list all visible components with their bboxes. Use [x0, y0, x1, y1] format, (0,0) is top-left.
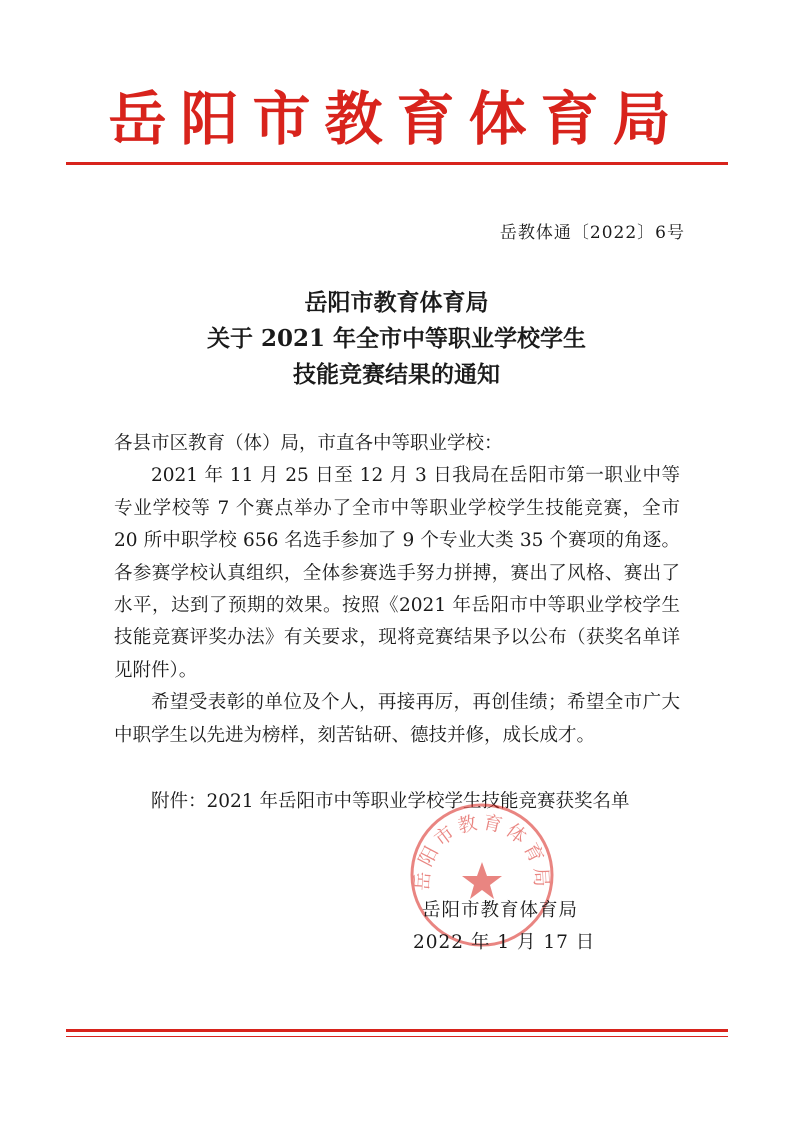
salutation: 各县市区教育（体）局，市直各中等职业学校：	[114, 433, 503, 454]
title-line-3: 技能竞赛结果的通知	[293, 361, 500, 388]
footer-rule-thick	[66, 1029, 728, 1032]
attachment-note: 附件：2021 年岳阳市中等职业学校学生技能竞赛获奖名单	[151, 791, 630, 813]
header-rule	[66, 162, 728, 165]
document-number: 岳教体通〔2022〕6号	[499, 223, 685, 243]
body-paragraph-1: 2021 年 11 月 25 日至 12 月 3 日我局在岳阳市第一职业中等专业学校等 7 个赛点举办了全市中等职业学校学生技能竞赛，全市 20 所中职学校 656 名选手参加了 9 个专业大类 35 个赛项的角逐。各参赛学校认真组织，全体参赛选手努力拼搏，赛出了风格、赛出了水平，达到了预期的效果。按照《2021 年岳阳市中等职业学校学生技能竞赛评奖办法》有关要求，现将竞赛结果予以公布（获奖名单详见附件）。	[114, 465, 680, 681]
title-line-1: 岳阳市教育体育局	[304, 289, 489, 316]
notice-body	[114, 428, 680, 818]
signature-issuer: 岳阳市教育体育局	[422, 900, 579, 921]
title-line-2: 关于 2021 年全市中等职业学校学生	[206, 325, 587, 352]
signature-date: 2022 年 1 月 17 日	[413, 932, 596, 953]
issuer-banner: 岳阳市教育体育局	[108, 85, 685, 153]
footer-rule-thin	[66, 1036, 728, 1037]
seal-text: 岳阳市教育体育局	[411, 811, 553, 892]
body-paragraph-2: 希望受表彰的单位及个人，再接再厉，再创佳绩；希望全市广大中职学生以先进为榜样，刻苦钻研、德技并修，成长成才。	[114, 692, 680, 746]
notice-title	[0, 285, 793, 393]
seal-star-icon	[462, 862, 502, 899]
